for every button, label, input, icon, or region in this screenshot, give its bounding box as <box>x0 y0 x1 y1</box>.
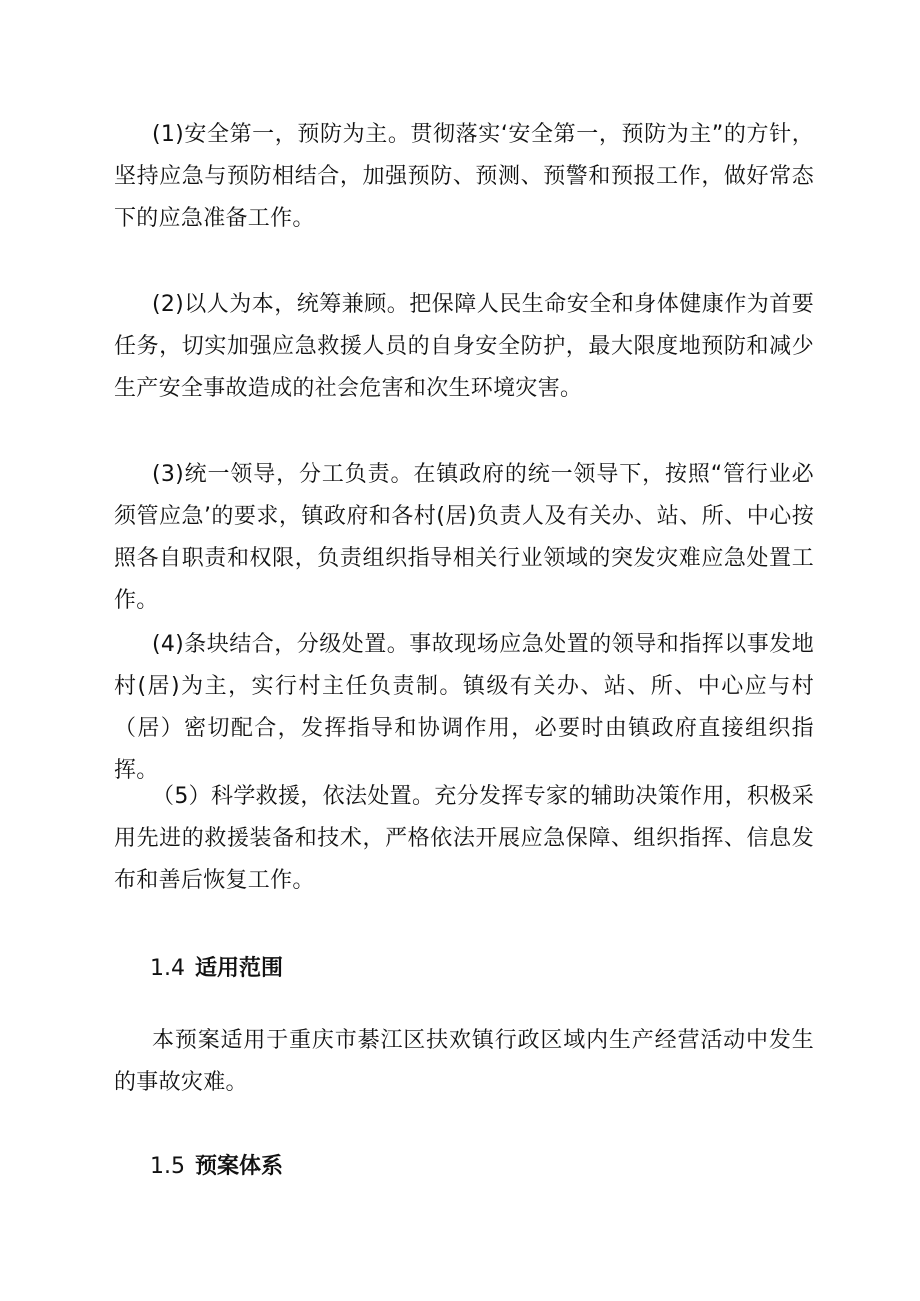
scope-paragraph: 本预案适用于重庆市綦江区扶欢镇行政区域内生产经营活动中发生的事故灾难。 <box>114 1028 814 1095</box>
section-number: 1.4 <box>150 956 185 981</box>
principle-paragraph-3: (3)统一领导，分工负责。在镇政府的统一领导下，按照“管行业必须管应急’的要求，镇政府和各村(居)负责人及有关办、站、所、中心按照各自职责和权限，负责组织指导相关行业领域的突发灾难应急处置工作。 <box>114 462 814 613</box>
section-heading-1-4 <box>150 948 283 990</box>
principle-paragraph-4: (4)条块结合，分级处置。事故现场应急处置的领导和指挥以事发地村(居)为主，实行村主任负责制。镇级有关办、站、所、中心应与村（居）密切配合，发挥指导和协调作用，必要时由镇政府直接组织指挥。 <box>114 632 814 783</box>
principle-paragraph-2: (2)以人为本，统筹兼顾。把保障人民生命安全和身体健康作为首要任务，切实加强应急救援人员的自身安全防护，最大限度地预防和减少生产安全事故造成的社会危害和次生环境灾害。 <box>114 292 814 401</box>
section-title: 预案体系 <box>195 1154 284 1179</box>
section-title: 适用范围 <box>195 956 284 981</box>
section-number: 1.5 <box>150 1154 185 1179</box>
principle-paragraph-5: （5）科学救援，依法处置。充分发挥专家的辅助决策作用，积极采用先进的救援装备和技术，严格依法开展应急保障、组织指挥、信息发布和善后恢复工作。 <box>114 784 814 893</box>
principle-paragraph-1: (1)安全第一，预防为主。贯彻落实‘安全第一，预防为主”的方针，坚持应急与预防相结合，加强预防、预测、预警和预报工作，做好常态下的应急准备工作。 <box>114 122 814 231</box>
section-heading-1-5 <box>150 1146 283 1188</box>
